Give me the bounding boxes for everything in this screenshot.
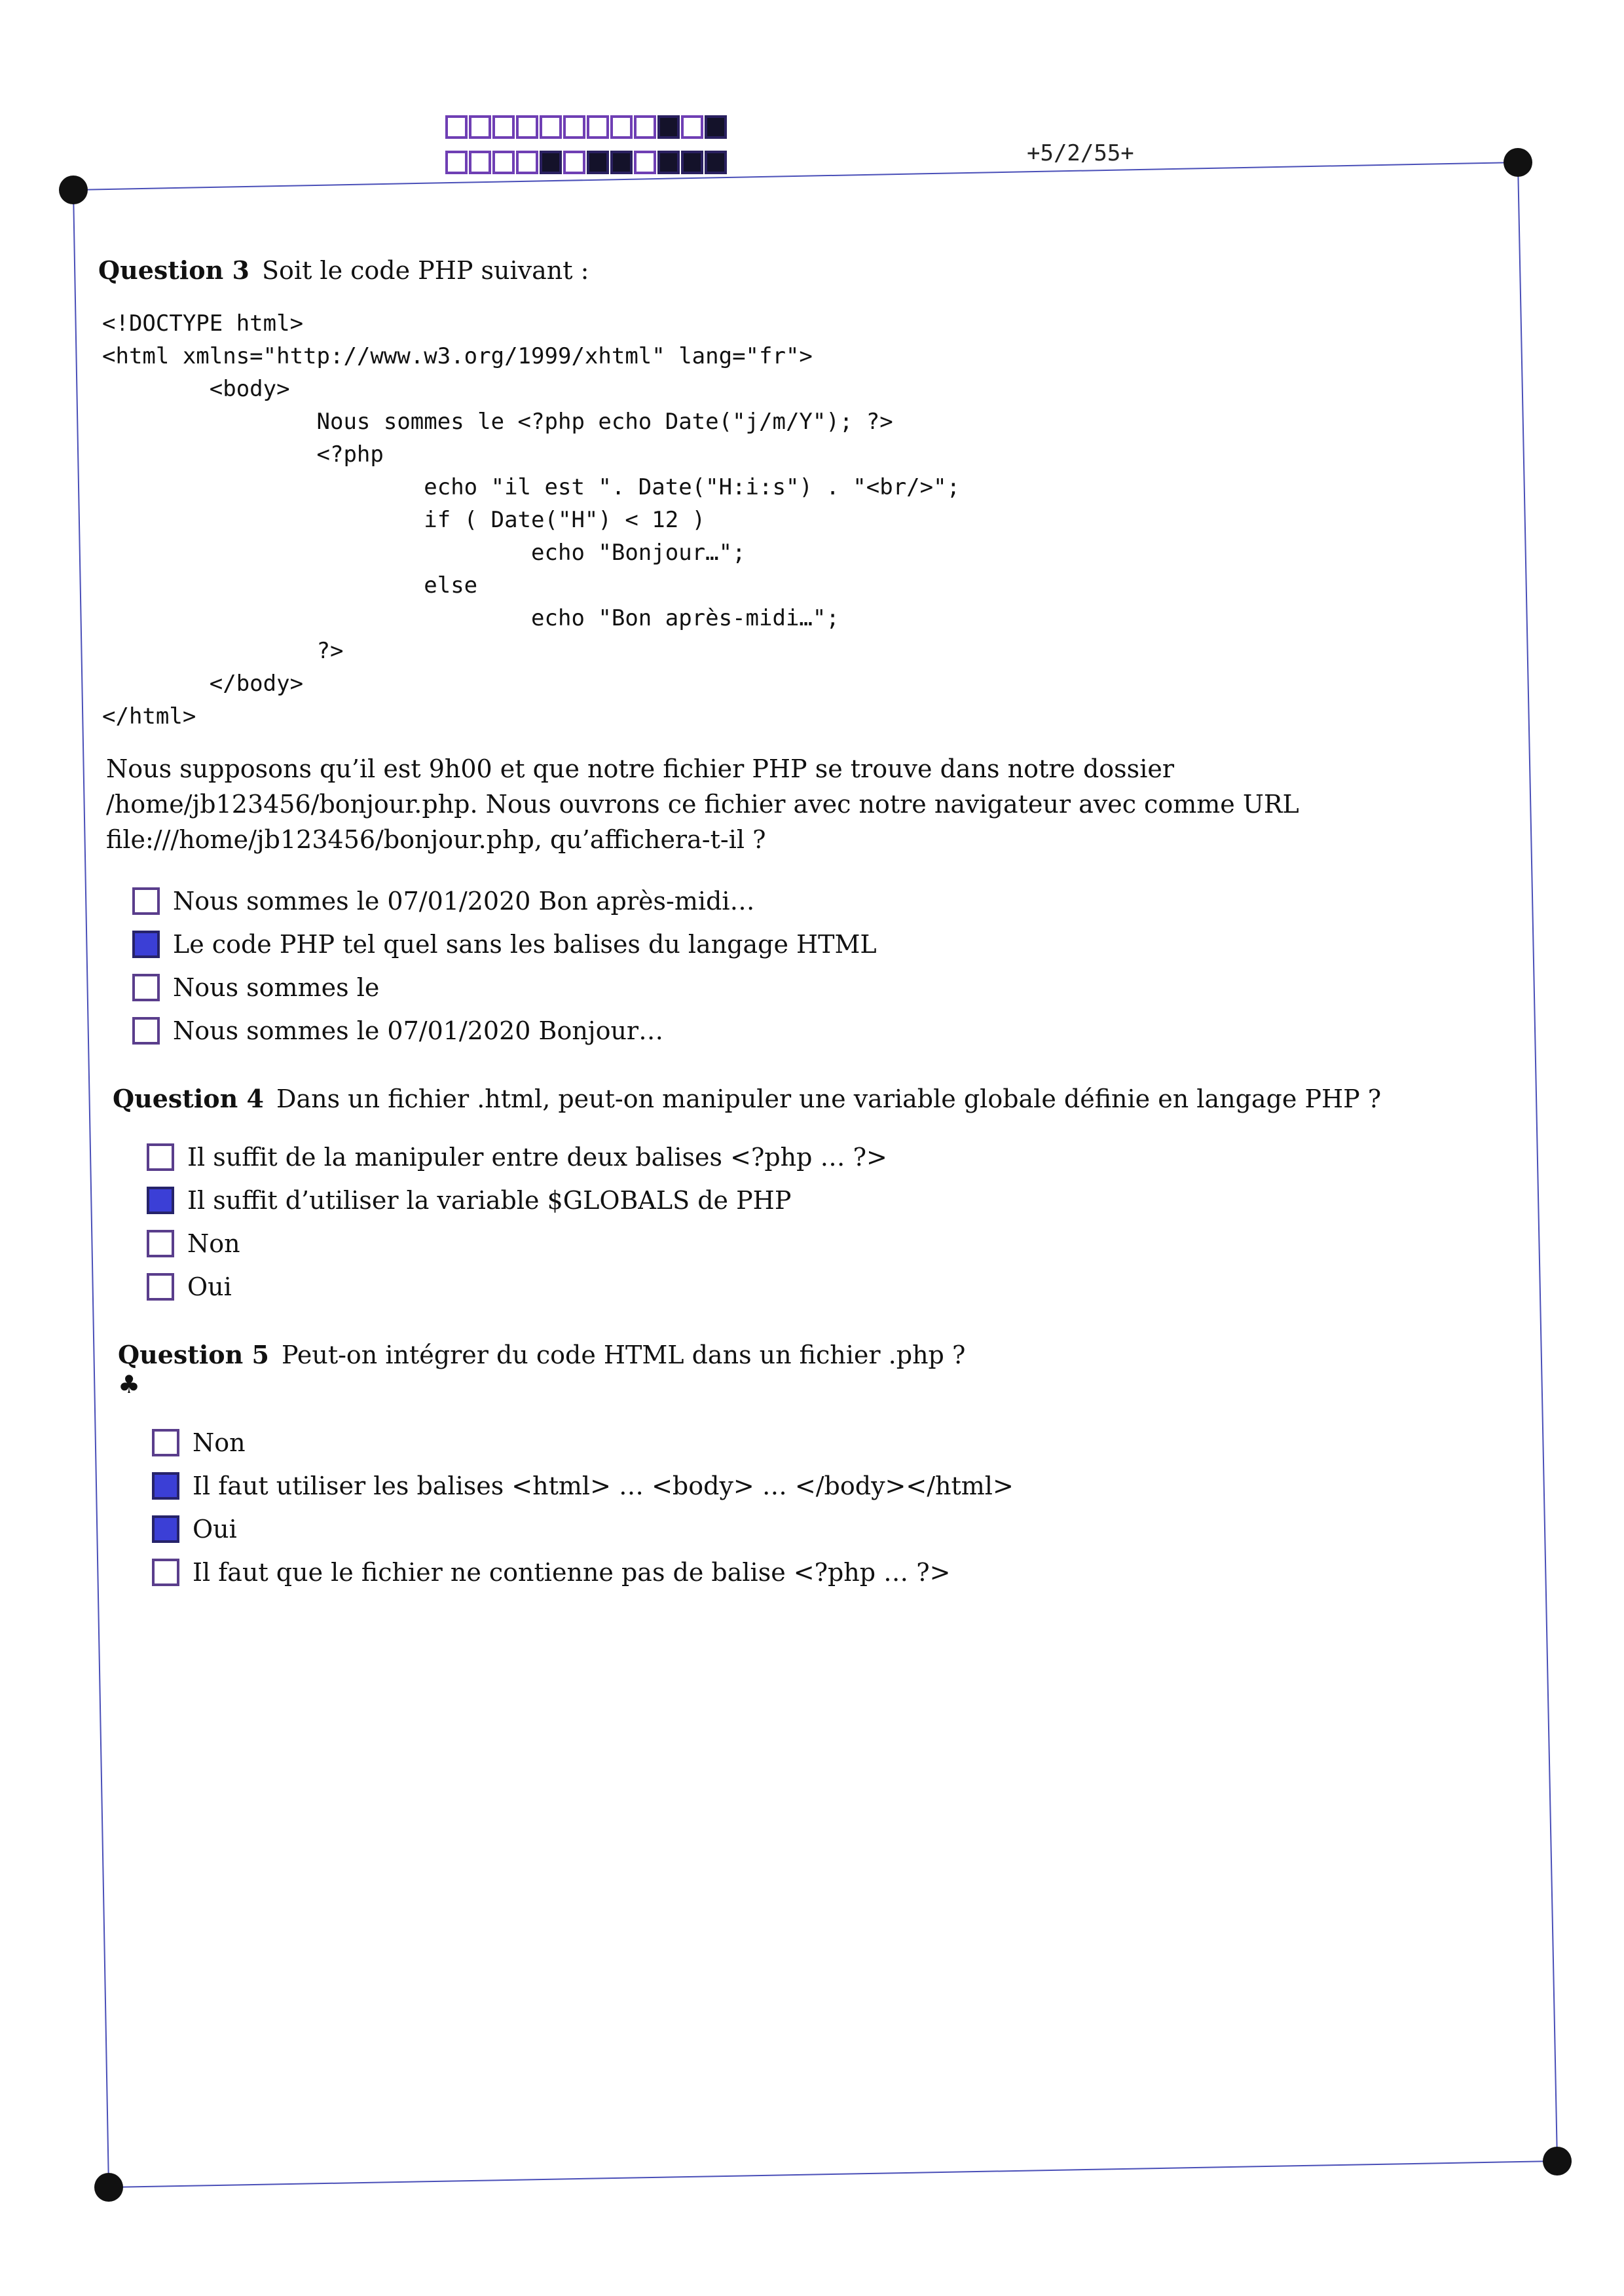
question-4-header <box>113 1084 1506 1113</box>
corner-mark-bottom-right <box>1543 2147 1572 2176</box>
corner-mark-bottom-left <box>94 2173 123 2202</box>
answer-option[interactable] <box>147 1265 1506 1308</box>
question-prompt: Peut-on intégrer du code HTML dans un fichier .php ? <box>282 1341 966 1369</box>
question-number: Question 4 <box>113 1084 264 1113</box>
answer-option[interactable] <box>152 1421 1506 1464</box>
answer-label: Il suffit de la manipuler entre deux balises <?php … ?> <box>187 1143 887 1172</box>
answer-label: Le code PHP tel quel sans les balises du langage HTML <box>173 930 877 959</box>
answer-option[interactable] <box>132 880 1506 923</box>
answer-option[interactable] <box>152 1464 1506 1508</box>
question-number: Question 3 <box>98 255 249 285</box>
question-3-answers <box>132 880 1506 1052</box>
question-3-header <box>98 255 1506 285</box>
question-4 <box>113 1084 1506 1308</box>
page-code: +5/2/55+ <box>1027 140 1134 166</box>
checkbox[interactable] <box>152 1472 179 1500</box>
frame-line-bottom <box>109 2161 1557 2187</box>
php-code-block: <!DOCTYPE html> <html xmlns="http://www.w3.org/1999/xhtml" lang="fr"> <body> Nous sommes le <?php echo Date("j/m/Y"); ?> <?php echo "il est ". Date("H:i:s") . "<br/>"; if ( Date("H") < 12 ) echo "Bonjour…"; else echo "Bon après-midi…"; ?> </body> </html> <box>102 310 961 730</box>
answer-label: Il faut utiliser les balises <html> … <body> … </body></html> <box>193 1472 1014 1500</box>
answer-label: Il faut que le fichier ne contienne pas de balise <?php … ?> <box>193 1558 951 1587</box>
question-5 <box>118 1340 1506 1594</box>
checkbox[interactable] <box>152 1429 179 1456</box>
answer-label: Nous sommes le 07/01/2020 Bon après-midi… <box>173 887 755 916</box>
answer-option[interactable] <box>152 1508 1506 1551</box>
question-number: Question 5 ♣ <box>118 1340 269 1399</box>
answer-option[interactable] <box>132 923 1506 966</box>
checkbox[interactable] <box>147 1187 174 1214</box>
frame-line-right <box>1518 162 1557 2161</box>
question-5-answers <box>152 1421 1506 1594</box>
answer-option[interactable] <box>147 1136 1506 1179</box>
answer-option[interactable] <box>152 1551 1506 1594</box>
checkbox[interactable] <box>147 1143 174 1171</box>
checkbox[interactable] <box>132 931 160 958</box>
checkbox[interactable] <box>152 1515 179 1543</box>
answer-label: Oui <box>193 1515 237 1544</box>
answer-option[interactable] <box>147 1179 1506 1222</box>
answer-label: Nous sommes le <box>173 973 380 1002</box>
checkbox[interactable] <box>132 887 160 915</box>
checkbox[interactable] <box>152 1559 179 1586</box>
exam-content <box>98 255 1506 1625</box>
answer-label: Oui <box>187 1272 232 1301</box>
checkbox[interactable] <box>132 1017 160 1045</box>
corner-mark-top-right <box>1504 148 1532 177</box>
answer-option[interactable] <box>132 966 1506 1009</box>
question-5-header <box>118 1340 1506 1399</box>
answer-option[interactable] <box>147 1222 1506 1265</box>
checkbox[interactable] <box>132 974 160 1001</box>
corner-mark-top-left <box>59 176 88 204</box>
question-4-answers <box>147 1136 1506 1308</box>
question-prompt: Dans un fichier .html, peut-on manipuler une variable globale définie en langage PHP ? <box>276 1084 1382 1113</box>
answer-label: Non <box>187 1229 240 1258</box>
question-prompt: Soit le code PHP suivant : <box>262 256 589 285</box>
checkbox[interactable] <box>147 1273 174 1301</box>
checkbox[interactable] <box>147 1230 174 1257</box>
answer-label: Non <box>193 1428 246 1457</box>
answer-option[interactable] <box>132 1009 1506 1052</box>
answer-label: Nous sommes le 07/01/2020 Bonjour… <box>173 1016 664 1045</box>
answer-label: Il suffit d’utiliser la variable $GLOBALS de PHP <box>187 1186 792 1215</box>
question-paragraph: Nous supposons qu’il est 9h00 et que notre fichier PHP se trouve dans notre dossier /home/jb123456/bonjour.php. Nous ouvrons ce fichier avec notre navigateur avec comme URL file:///home/jb123456/bonjour.php, qu’affichera-t-il ? <box>106 754 1299 854</box>
frame-line-top <box>73 162 1518 190</box>
